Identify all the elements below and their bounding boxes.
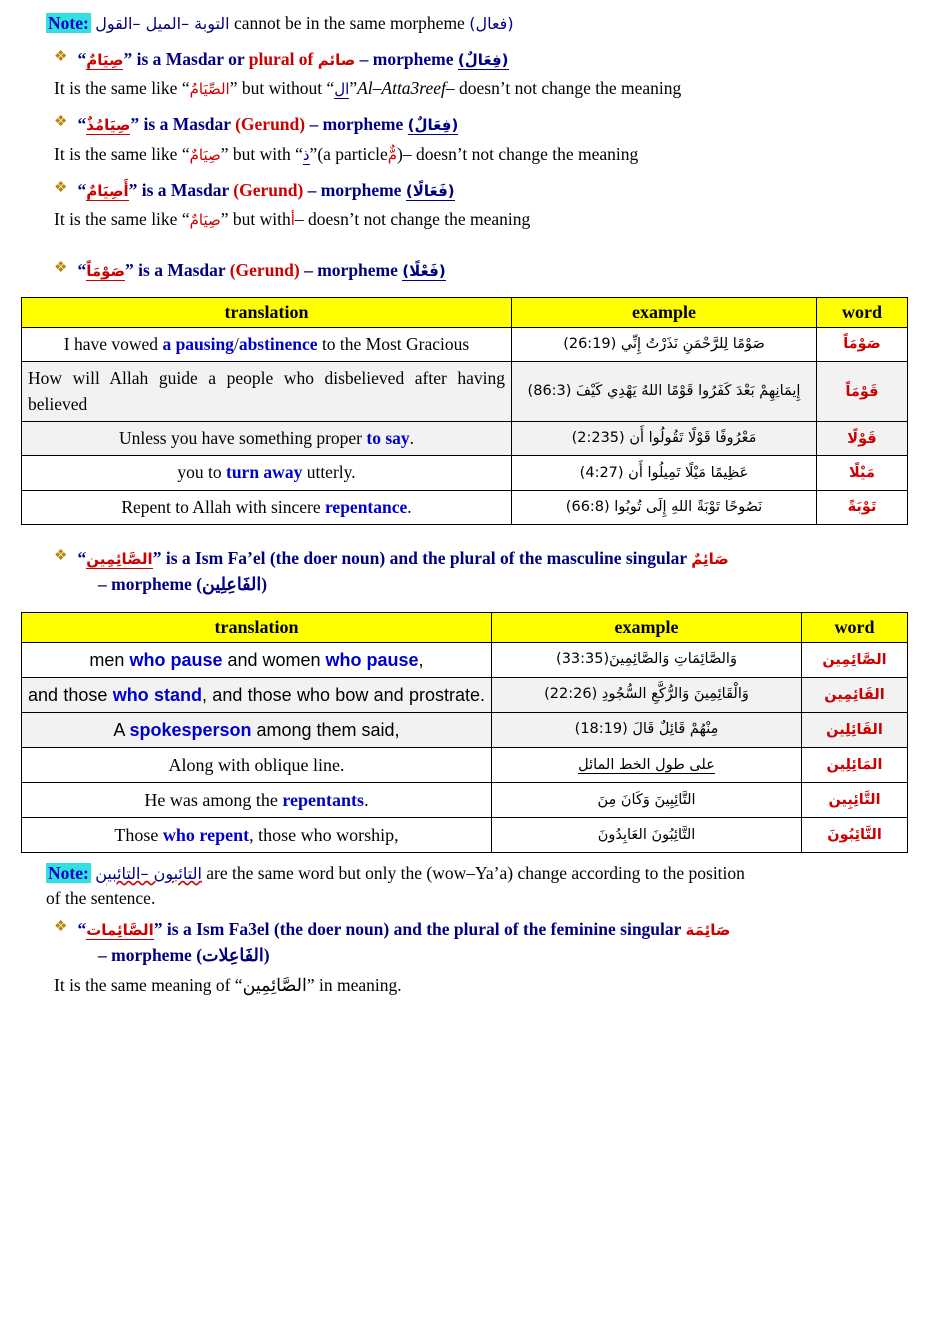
table-row [22, 677, 908, 712]
masdar-table [21, 297, 908, 525]
column-header-translation: translation [22, 297, 512, 327]
note-top-arabic: التوبة –الميل –القول [95, 14, 230, 33]
bullet-2-word: صِيَامُذٌ [86, 116, 131, 135]
bullet-item-saimin [54, 545, 909, 571]
bullet-3-paren: (Gerund) [233, 179, 304, 200]
table-row [22, 747, 908, 782]
explanation-1-italic: Al–Atta3reef [357, 77, 446, 98]
cell-translation: Along with oblique line. [22, 747, 492, 782]
cell-word: الصَّائِمِين [802, 642, 908, 677]
table-header-row [22, 297, 908, 327]
note-label: Note: [48, 863, 89, 884]
note-label: Note: [48, 13, 89, 33]
column-header-word: word [817, 297, 908, 327]
cell-translation: Unless you have something proper to say. [22, 421, 512, 455]
cell-example: التَّائِبِينَ وَكَانَ مِنَ [492, 782, 802, 817]
explanation-1-pre: It is the same like “ [54, 77, 190, 98]
table-row [22, 421, 908, 455]
explanation-1: It is the same like “الصِّيَامُ” but without “ال”Al–Atta3reef– doesn’t not change the meaning [54, 77, 682, 98]
bullet-1-word: صِيَامٌ [86, 50, 124, 69]
column-header-example: example [512, 297, 817, 327]
explanation-2-word3: مٌّ [387, 145, 398, 164]
note-bottom-text: are the same word but only the (wow–Ya’a) change according to the position [206, 863, 745, 884]
bullet-diamond-icon: ❖ [54, 548, 68, 564]
explanation-2-post: )– doesn’t not change the meaning [397, 143, 639, 164]
cell-example: مَعْرُوفًا قَوْلًا تَقُولُوا أَن (2:235) [512, 421, 817, 455]
cell-word: مَيْلًا [817, 456, 908, 490]
cell-word: تَوْبَةً [817, 490, 908, 524]
bullet-saimat-text: “الصَّائِمات” is a Ism Fa3el (the doer noun) and the plural of the feminine singular صَائِمَة [77, 919, 731, 940]
explanation-3-pre: It is the same like “ [54, 209, 190, 230]
bullet-diamond-icon: ❖ [54, 114, 68, 131]
explanation-1-word1: الصِّيَامُ [189, 79, 230, 98]
bullet-saimat-morpheme-line [98, 942, 909, 968]
cell-word: القَائِمِين [802, 677, 908, 712]
tail-word: الصَّائِمِين [242, 974, 307, 995]
bullet-saimat-singular: صَائِمَة [685, 921, 731, 940]
cell-translation: Those who repent, those who worship, [22, 817, 492, 852]
cell-translation: I have vowed a pausing/abstinence to the Most Gracious [22, 327, 512, 361]
cell-example: صَوْمًا لِلرَّحْمَنِ نَذَرْتُ إِنِّي (26:19) [512, 327, 817, 361]
explanation-2-mid: ” but with “ [220, 143, 303, 164]
cell-translation: men who pause and women who pause, [22, 642, 492, 677]
bullet-4-word: صَوْمَاً [86, 261, 126, 280]
explanation-3-post: – doesn’t not change the meaning [294, 209, 531, 230]
tail-line [54, 975, 909, 996]
table-row [22, 642, 908, 677]
cell-word: قَوْلًا [817, 421, 908, 455]
table-row [22, 782, 908, 817]
explanation-3-word1: صِيَامٌ [189, 211, 221, 230]
table-row [22, 327, 908, 361]
bullet-saimat-word: الصَّائِمات [86, 921, 154, 940]
note-top-text: cannot be in the same morpheme [234, 13, 465, 33]
cell-example: وَالْقَائِمِينَ وَالرُّكَّعِ السُّجُودِ (22:26) [492, 677, 802, 712]
cell-example: وَالصَّائِمَاتِ وَالصَّائِمِينَ(33:35) [492, 642, 802, 677]
bullet-saimin-dash: – morpheme [98, 574, 192, 595]
bullet-saimin-desc: is a Ism Fa’el (the doer noun) and the plural of the masculine singular [165, 548, 687, 568]
cell-example: عَظِيمًا مَيْلًا تَمِيلُوا أَن (4:27) [512, 456, 817, 490]
tail-post: ” in meaning. [306, 974, 402, 995]
explanation-2-word2: ذ [302, 145, 310, 164]
explanation-2-word1: صِيَامٌ [189, 145, 221, 164]
cell-word: التَّائِبُونَ [802, 817, 908, 852]
bullet-2-lead: is a Masdar [143, 114, 231, 135]
cell-translation: you to turn away utterly. [22, 456, 512, 490]
column-header-translation: translation [22, 612, 492, 642]
bullet-3-morpheme: (فَعَالًا) [405, 181, 455, 200]
bullet-2-text: “صِيَامُذٌ” is a Masdar (Gerund) – morpheme (فِعَالٌ) [77, 114, 459, 135]
cell-word: قَوْمَاً [817, 362, 908, 422]
bullet-1-morpheme: (فِعَالٌ) [457, 50, 509, 69]
bullet-diamond-icon: ❖ [54, 179, 68, 196]
note-bottom [46, 861, 909, 910]
bullet-diamond-icon: ❖ [54, 259, 68, 276]
bullet-saimin-word: الصَّائِمِين [86, 550, 153, 568]
cell-example: إِيمَانِهِمْ بَعْدَ كَفَرُوا قَوْمًا اللهُ يَهْدِي كَيْفَ (86:3) [512, 362, 817, 422]
cell-translation: He was among the repentants. [22, 782, 492, 817]
bullet-saimin-morpheme: (الفَاعِلِين) [196, 574, 268, 595]
explanation-1-word2: ال [334, 79, 350, 98]
bullet-item-1 [54, 46, 909, 72]
cell-translation: and those who stand, and those who bow and prostrate. [22, 677, 492, 712]
bullet-4-text: “صَوْمَاً” is a Masdar (Gerund) – morpheme (فَعْلًا) [77, 259, 446, 280]
cell-example: مِنْهُمْ قَائِلٌ قَالَ (18:19) [492, 712, 802, 747]
table-row [22, 456, 908, 490]
table-row [22, 490, 908, 524]
bullet-3-dash: – morpheme [307, 179, 402, 200]
table-header-row [22, 612, 908, 642]
bullet-1-dash: – morpheme [359, 48, 454, 69]
explanation-2-tail: ”(a particle [309, 143, 388, 164]
cell-translation: How will Allah guide a people who disbelieved after having believed [22, 362, 512, 422]
tail-pre: It is the same meaning of “ [54, 974, 243, 995]
explanation-3 [54, 207, 909, 232]
bullet-2-paren: (Gerund) [235, 114, 306, 135]
bullet-1-text: “صِيَامٌ” is a Masdar or plural of صائم – morpheme (فِعَالٌ) [77, 48, 509, 69]
bullet-saimat-morpheme: (الفَاعِلات) [196, 945, 270, 966]
bullet-4-morpheme: (فَعْلًا) [402, 261, 446, 280]
column-header-word: word [802, 612, 908, 642]
bullet-item-2 [54, 111, 909, 137]
explanation-1-post: – doesn’t not change the meaning [445, 77, 682, 98]
bullet-1-word2: صائم [317, 50, 356, 69]
note-bottom-arabic: التائبون –التائبين [95, 864, 202, 884]
explanation-1-mid: ” but without “ [229, 77, 335, 98]
cell-translation: A spokesperson among them said, [22, 712, 492, 747]
bullet-item-3 [54, 177, 909, 203]
cell-word: صَوْمَاً [817, 327, 908, 361]
bullet-4-lead: is a Masdar [138, 259, 226, 280]
bullet-item-4 [54, 257, 909, 283]
ism-fael-table [21, 612, 908, 854]
explanation-2-pre: It is the same like “ [54, 143, 190, 164]
bullet-2-morpheme: (فِعَالٌ) [407, 116, 459, 135]
bullet-saimin-singular: صَائِمٌ [691, 550, 729, 568]
bullet-3-word: أَصِيَامٌ [86, 181, 129, 200]
explanation-3-word2: أ [290, 211, 295, 230]
cell-word: المَائِلِين [802, 747, 908, 782]
table-row [22, 712, 908, 747]
bullet-4-paren: (Gerund) [229, 259, 300, 280]
bullet-3-lead: is a Masdar [141, 179, 229, 200]
bullet-3-text: “أَصِيَامٌ” is a Masdar (Gerund) – morpheme (فَعَالًا) [77, 179, 455, 200]
bullet-item-saimat [54, 916, 909, 942]
bullet-saimat-dash: – morpheme [98, 945, 192, 966]
note-bottom-text2: of the sentence. [46, 887, 156, 908]
table-row [22, 362, 908, 422]
table-row [22, 817, 908, 852]
bullet-saimin-text: “الصَّائِمِين” is a Ism Fa’el (the doer noun) and the plural of the masculine singular صَائِمٌ [77, 548, 729, 568]
bullet-1-lead: is a Masdar [136, 48, 224, 69]
cell-word: التَّائِبِين [802, 782, 908, 817]
cell-example: التَّائِبُونَ العَابِدُونَ [492, 817, 802, 852]
cell-translation: Repent to Allah with sincere repentance. [22, 490, 512, 524]
cell-word: القَائِلِين [802, 712, 908, 747]
bullet-4-dash: – morpheme [304, 259, 398, 280]
bullet-saimat-desc: is a Ism Fa3el (the doer noun) and the plural of the feminine singular [166, 919, 682, 940]
note-top-morpheme: (فعال) [469, 14, 514, 33]
note-top [46, 12, 909, 36]
bullet-saimin-morpheme-line [98, 571, 909, 597]
cell-example: على طول الخط المائل [492, 747, 802, 782]
cell-example: نَصُوحًا تَوْبَةً اللهِ إِلَى تُوبُوا (66:8) [512, 490, 817, 524]
bullet-1-mid: or [228, 48, 245, 69]
explanation-3-mid: ” but with [220, 209, 291, 230]
explanation-2 [54, 142, 909, 167]
bullet-diamond-icon: ❖ [54, 919, 68, 936]
column-header-example: example [492, 612, 802, 642]
bullet-1-red: plural of [248, 48, 314, 69]
bullet-2-dash: – morpheme [309, 114, 404, 135]
bullet-diamond-icon: ❖ [54, 48, 68, 65]
